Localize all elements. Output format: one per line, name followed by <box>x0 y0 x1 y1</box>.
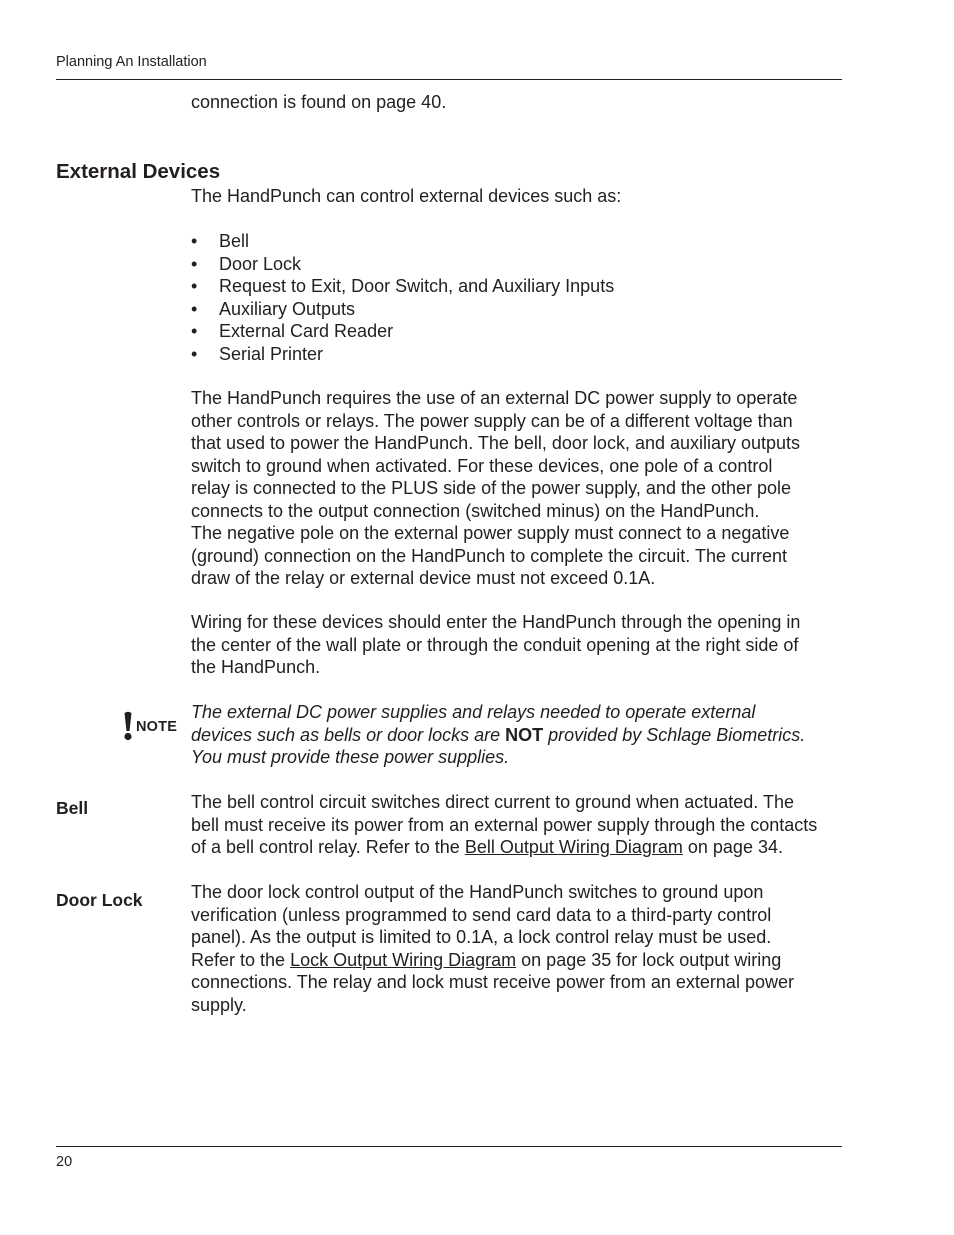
note-emphasis: NOT <box>505 724 544 745</box>
door-lock-heading: Door Lock <box>56 890 143 910</box>
note-icon-group <box>123 711 181 743</box>
bullet-icon: • <box>191 253 198 274</box>
bullet-icon: • <box>191 231 198 251</box>
note-text: The external DC power supplies and relays needed to operate external devices such as bells or door locks are NOT provided by Schlage Biometrics. You must provide these power supplies. <box>191 702 806 767</box>
lock-wiring-link[interactable]: Lock Output Wiring Diagram <box>290 949 517 970</box>
list-item: • Serial Printer <box>191 343 324 364</box>
section-lead: The HandPunch can control external devices such as: <box>191 186 622 206</box>
list-item: • Auxiliary Outputs <box>191 298 356 319</box>
wiring-paragraph: Wiring for these devices should enter the HandPunch through the opening in the center of the wall plate or through the conduit opening at the right side of the HandPunch. <box>191 612 801 677</box>
bullet-icon: • <box>191 298 198 319</box>
list-item: • Request to Exit, Door Switch, and Auxiliary Inputs <box>191 276 615 296</box>
running-header: Planning An Installation <box>56 54 207 70</box>
list-item: • External Card Reader <box>191 321 394 341</box>
list-item: • Door Lock <box>191 253 302 274</box>
power-supply-paragraph: The HandPunch requires the use of an external DC power supply to operate other controls or relays. The power supply can be of a different voltage than that used to power the HandPunch. The bell, door lock, and auxiliary outputs switch to ground when activated. For these devices, one pole of a control relay is connected to the PLUS side of the power supply, and the other pole connects to the output connection (switched minus) on the HandPunch. The negative pole on the external power supply must connect to a negative (ground) connection on the HandPunch to complete the circuit. The current draw of the relay or external device must not exceed 0.1A. <box>191 388 801 588</box>
bell-wiring-link[interactable]: Bell Output Wiring Diagram <box>464 837 683 857</box>
page-number: 20 <box>56 1154 73 1170</box>
device-list <box>191 230 614 365</box>
bullet-icon: • <box>191 343 198 364</box>
footer-rule <box>56 1146 842 1147</box>
bullet-icon: • <box>191 276 198 296</box>
list-item: • Bell <box>191 231 250 251</box>
continuation-text: connection is found on page 40. <box>191 92 447 112</box>
bell-heading: Bell <box>56 798 89 818</box>
bullet-icon: • <box>191 321 198 341</box>
header-rule <box>56 79 842 80</box>
door-lock-paragraph: The door lock control output of the HandPunch switches to ground upon verification (unless programmed to send card data to a third-party control panel). As the output is limited to 0.1A, a lock control relay must be used. Refer to the Lock Output Wiring Diagram on page 35 for lock output wiring connections. The relay and lock must receive power from an external power supply. <box>191 882 794 1015</box>
exclamation-icon <box>123 711 133 741</box>
note-label: NOTE <box>136 719 178 735</box>
bell-paragraph: The bell control circuit switches direct current to ground when actuated. The bell must receive its power from an external power supply through the contacts of a bell control relay. Refer to the Bell Output Wiring Diagram on page 34. <box>191 792 818 857</box>
section-heading: External Devices <box>56 160 221 183</box>
